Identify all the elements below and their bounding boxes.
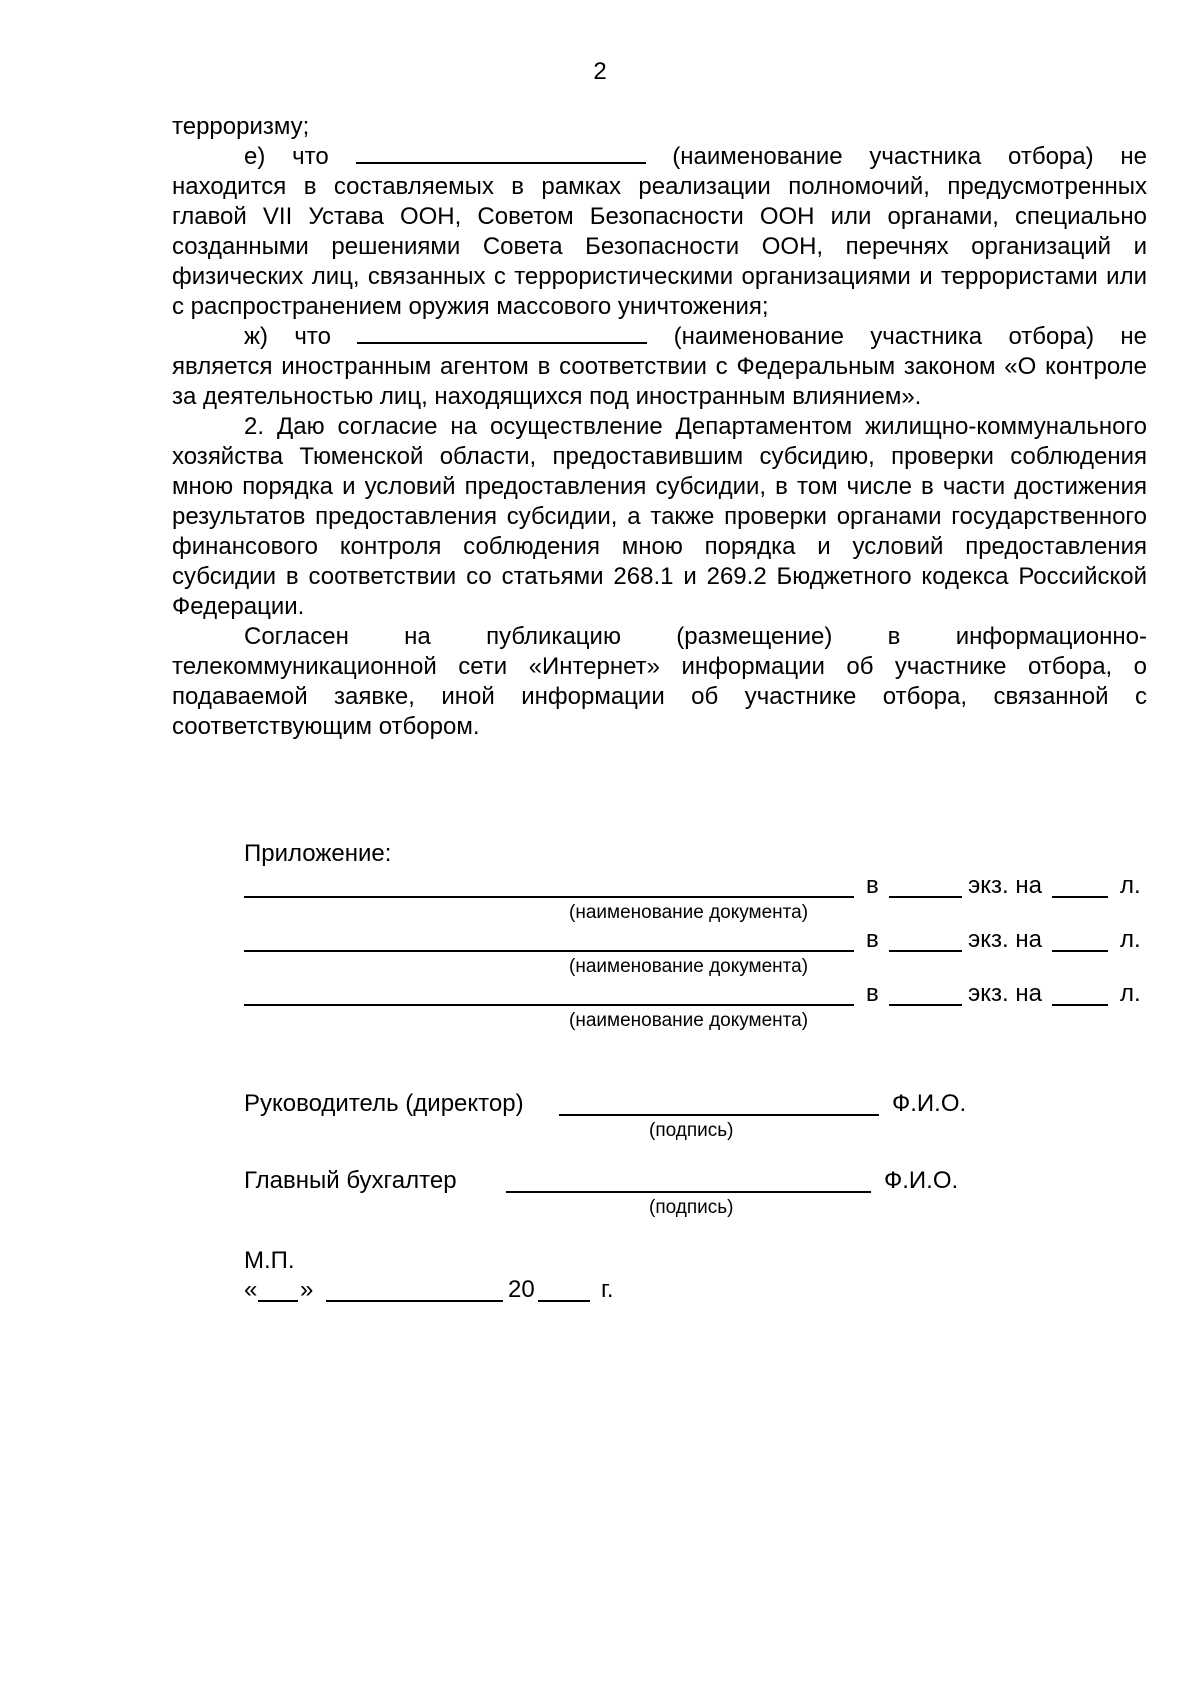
- year-line[interactable]: [538, 1300, 590, 1302]
- paragraph-e-rest: находится в составляемых в рамках реализации полномочий, предусмотренных главой VII Устава ООН, Советом Безопасности ООН или органами, специально созданными решениями Совета Безопасности ООН, перечнях организаций и физических лиц, связанных с террористическими организациями и террористами или с распространением оружия массового уничтожения;: [172, 173, 1147, 320]
- copies-count-line[interactable]: [889, 950, 962, 952]
- document-name-line[interactable]: [244, 896, 854, 898]
- attachment-row: [244, 870, 1144, 924]
- attachment-sheets: л.: [1120, 980, 1141, 1007]
- attachments-label: Приложение:: [244, 840, 392, 867]
- attachment-copies-on: экз. на: [968, 926, 1042, 953]
- director-signature-row: [244, 1090, 1144, 1150]
- director-signature-line[interactable]: [559, 1114, 879, 1116]
- page-number: 2: [593, 58, 607, 85]
- document-name-caption: (наименование документа): [569, 1010, 809, 1031]
- date-close-quote: »: [300, 1276, 314, 1303]
- item-zh-paren: (наименование участника отбора) не: [673, 323, 1147, 350]
- year-suffix: г.: [601, 1276, 614, 1303]
- paragraph-e-first-line: [172, 142, 1147, 172]
- accountant-fio: Ф.И.О.: [884, 1167, 959, 1194]
- paragraph-terrorism-end: терроризму;: [172, 113, 310, 140]
- item-e-paren: (наименование участника отбора) не: [672, 143, 1148, 170]
- attachment-sheets: л.: [1120, 926, 1141, 953]
- attachment-in: в: [866, 980, 879, 1007]
- item-e-prefix: е) что: [244, 143, 329, 170]
- accountant-label: Главный бухгалтер: [244, 1167, 457, 1194]
- sheets-count-line[interactable]: [1052, 950, 1108, 952]
- paragraph-zh-rest: является иностранным агентом в соответствии с Федеральным законом «О контроле за деятельностью лиц, находящихся под иностранным влиянием».: [172, 353, 1147, 410]
- year-prefix: 20: [508, 1276, 535, 1303]
- director-fio: Ф.И.О.: [892, 1090, 967, 1117]
- date-row: [244, 1276, 844, 1308]
- month-line[interactable]: [326, 1300, 503, 1302]
- director-label: Руководитель (директор): [244, 1090, 524, 1117]
- attachment-row: [244, 978, 1144, 1032]
- date-open-quote: «: [244, 1276, 258, 1303]
- attachment-copies-on: экз. на: [968, 872, 1042, 899]
- document-body: [172, 112, 1147, 742]
- document-name-line[interactable]: [244, 950, 854, 952]
- accountant-signature-caption: (подпись): [649, 1197, 734, 1218]
- document-name-caption: (наименование документа): [569, 956, 809, 977]
- copies-count-line[interactable]: [889, 1004, 962, 1006]
- paragraph-consent-publication: Согласен на публикацию (размещение) в информационно-телекоммуникационной сети «Интернет» информации об участнике отбора, о подаваемой заявке, иной информации об участнике отбора, связанной с соответствующим отбором.: [172, 623, 1147, 740]
- participant-name-blank-e[interactable]: [356, 144, 646, 164]
- document-name-caption: (наименование документа): [569, 902, 809, 923]
- accountant-signature-line[interactable]: [506, 1191, 871, 1193]
- director-signature-caption: (подпись): [649, 1120, 734, 1141]
- copies-count-line[interactable]: [889, 896, 962, 898]
- accountant-signature-row: [244, 1167, 1144, 1227]
- paragraph-zh-first-line: [172, 322, 1147, 352]
- attachment-row: [244, 924, 1144, 978]
- sheets-count-line[interactable]: [1052, 1004, 1108, 1006]
- document-name-line[interactable]: [244, 1004, 854, 1006]
- participant-name-blank-zh[interactable]: [357, 324, 647, 344]
- attachment-sheets: л.: [1120, 872, 1141, 899]
- sheets-count-line[interactable]: [1052, 896, 1108, 898]
- paragraph-consent-inspection: 2. Даю согласие на осуществление Департаментом жилищно-коммунального хозяйства Тюменской области, предоставившим субсидию, проверки соблюдения мною порядка и условий предоставления субсидии, в том числе в части достижения результатов предоставления субсидии, а также проверки органами государственного финансового контроля соблюдения мною порядка и условий предоставления субсидии в соответствии со статьями 268.1 и 269.2 Бюджетного кодекса Российской Федерации.: [172, 413, 1147, 620]
- day-line[interactable]: [258, 1300, 298, 1302]
- attachment-in: в: [866, 926, 879, 953]
- attachment-copies-on: экз. на: [968, 980, 1042, 1007]
- attachment-in: в: [866, 872, 879, 899]
- item-zh-prefix: ж) что: [244, 323, 331, 350]
- stamp-place: М.П.: [244, 1247, 295, 1274]
